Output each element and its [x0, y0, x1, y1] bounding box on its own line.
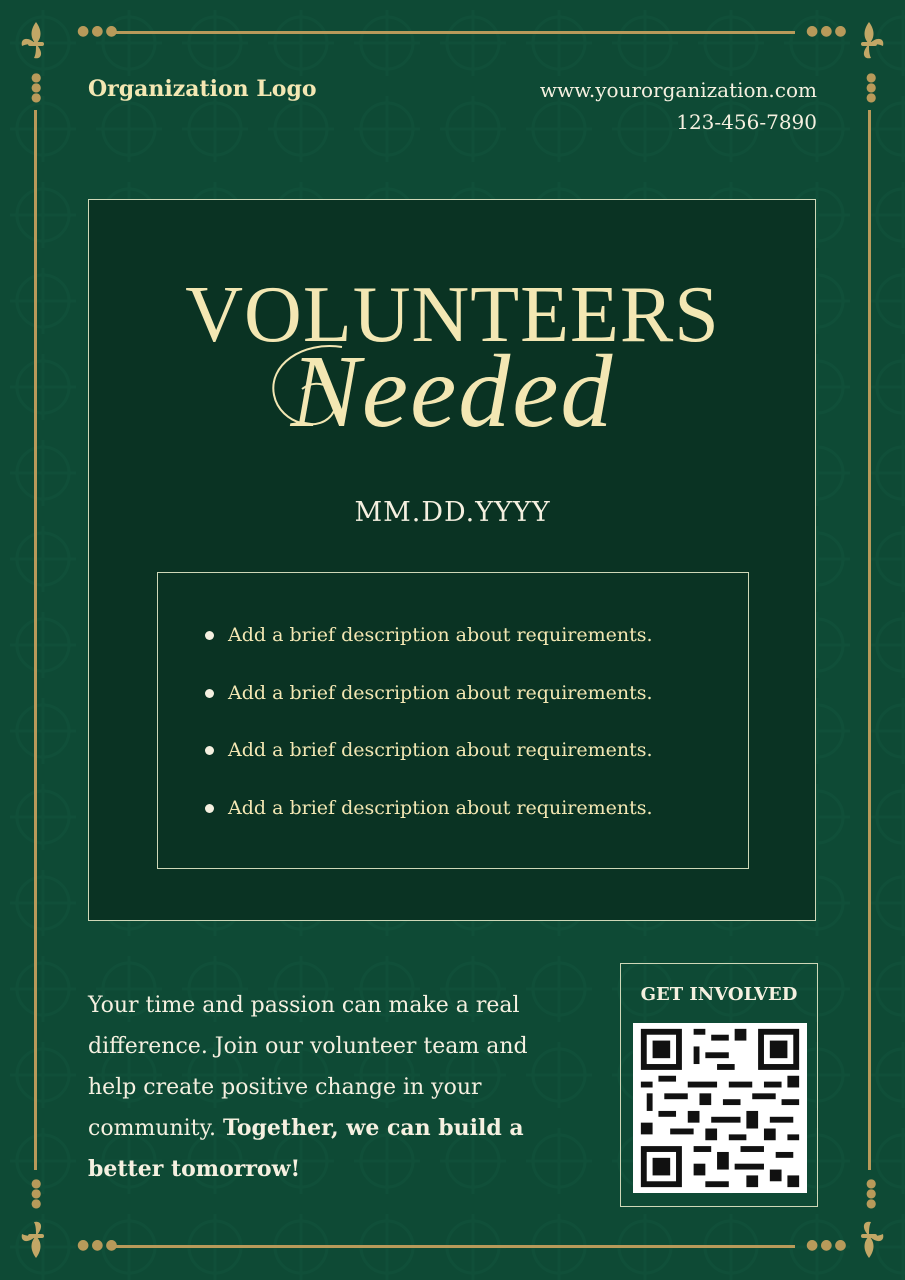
left-bottom-dots: ● ● ● [31, 1176, 42, 1210]
top-border-rule [110, 31, 795, 34]
event-date: MM.DD.YYYY [354, 497, 551, 528]
top-right-dots: ●●● [806, 23, 849, 39]
message-emphasis: Together, we can build a better tomorrow! [88, 1115, 524, 1182]
requirement-item: Add a brief description about requirements. [208, 679, 653, 737]
left-top-dots: ● ● ● [31, 70, 42, 104]
title-needed: Needed [290, 334, 615, 449]
get-involved-label: GET INVOLVED [640, 984, 798, 1005]
get-involved-box [620, 963, 818, 1207]
fleur-de-lis-icon [831, 14, 891, 74]
contact-info [540, 74, 817, 138]
fleur-de-lis-icon [14, 14, 74, 74]
requirement-item: Add a brief description about requirements. [208, 736, 653, 794]
requirement-item: Add a brief description about requirements. [208, 794, 653, 852]
invitation-message [88, 985, 548, 1190]
right-top-dots: ● ● ● [866, 70, 877, 104]
top-left-dots: ●●● [77, 23, 120, 39]
title-volunteers: VOLUNTEERS [185, 271, 720, 359]
requirements-box [157, 572, 749, 869]
requirement-item: Add a brief description about requirements. [208, 621, 653, 679]
phone-number[interactable]: 123-456-7890 [676, 110, 817, 134]
fleur-de-lis-icon [14, 1206, 74, 1266]
requirements-list [208, 621, 653, 851]
website-link[interactable]: www.yourorganization.com [539, 78, 817, 102]
left-border-rule [34, 110, 37, 1170]
message-text: Your time and passion can make a real difference. Join our volunteer team and help create positive change in your community. [88, 993, 528, 1141]
bottom-border-rule [110, 1245, 795, 1248]
qr-code-icon[interactable] [633, 1023, 807, 1193]
organization-logo: Organization Logo [88, 76, 317, 102]
right-border-rule [868, 110, 871, 1170]
bottom-right-dots: ●●● [806, 1237, 849, 1253]
right-bottom-dots: ● ● ● [866, 1176, 877, 1210]
bottom-left-dots: ●●● [77, 1237, 120, 1253]
fleur-de-lis-icon [831, 1206, 891, 1266]
